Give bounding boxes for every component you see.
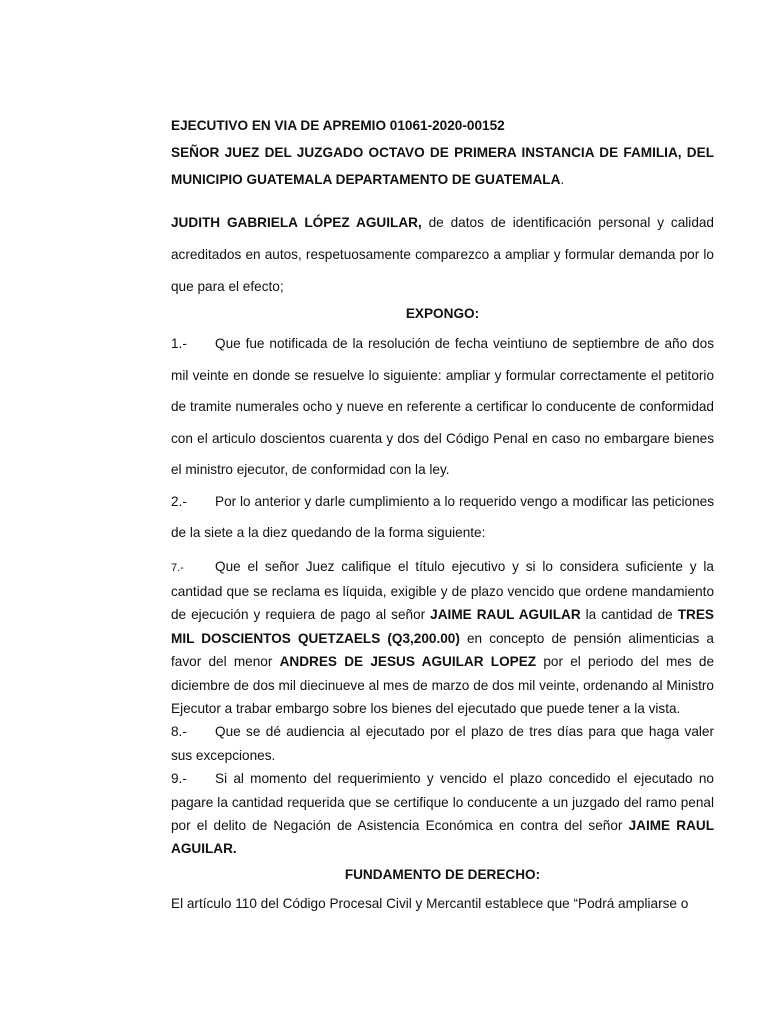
item-text: en concepto de pensión alimenticias a favor del menor <box>171 630 714 670</box>
case-title: EJECUTIVO EN VIA DE APREMIO 01061-2020-00152 <box>171 118 505 133</box>
addressee <box>171 139 714 193</box>
item-number: 9.- <box>171 771 187 787</box>
item-number: 1.- <box>171 336 187 351</box>
petitioner-name: JUDITH GABRIELA LÓPEZ AGUILAR, <box>171 215 422 230</box>
minor-name: ANDRES DE JESUS AGUILAR LOPEZ <box>279 654 537 670</box>
numbered-item-9 <box>171 767 714 861</box>
item-number: 7.- <box>171 561 184 574</box>
item-text: la cantidad de <box>580 607 678 623</box>
heading-fundamento: FUNDAMENTO DE DERECHO: <box>344 866 541 882</box>
item-text: Que fue notificada de la resolución de fecha veintiuno de septiembre de año dos mil veinte en donde se resuelve lo siguiente: ampliar y formular correctamente el petitorio de tramite numerales ocho y nueve en referente a certificar lo conducente de conformidad con el articulo doscientos cuarenta y dos del Código Penal en caso no embargare bienes el ministro ejecutor, de conformidad con la ley. <box>171 336 714 477</box>
intro-text: de datos de identificación personal y calidad acreditados en autos, respetuosamente comparezco a ampliar y formular demanda por lo que para el efecto; <box>171 215 714 294</box>
intro-paragraph <box>171 207 714 303</box>
heading-expongo: EXPONGO: <box>405 306 480 321</box>
numbered-item-8 <box>171 720 714 767</box>
legal-basis-paragraph: El artículo 110 del Código Procesal Civil y Mercantil establece que “Podrá ampliarse o <box>171 895 689 911</box>
debtor-name: JAIME RAUL AGUILAR. <box>171 817 715 857</box>
document-body <box>171 116 714 917</box>
addressee-text: SEÑOR JUEZ DEL JUZGADO OCTAVO DE PRIMERA INSTANCIA DE FAMILIA, DEL MUNICIPIO GUATEMALA DEPARTAMENTO DE GUATEMALA <box>171 145 714 187</box>
amount: TRES MIL DOSCIENTOS QUETZAELS (Q3,200.00) <box>171 607 714 646</box>
addressee-tail: . <box>560 172 565 187</box>
item-text: Que el señor Juez califique el título ejecutivo y si lo considera suficiente y la cantidad que se reclama es líquida, exigible y de plazo vencido que ordene mandamiento de ejecución y requiera de pago al señor <box>171 558 714 623</box>
numbered-item-2 <box>171 486 714 549</box>
item-number: 8.- <box>171 724 187 740</box>
item-text: Si al momento del requerimiento y vencido el plazo concedido el ejecutado no pagare la cantidad requerida que se certifique lo conducente a un juzgado del ramo penal por el delito de Negación de Asistencia Económica en contra del señor <box>171 771 714 833</box>
item-text: Por lo anterior y darle cumplimiento a lo requerido vengo a modificar las peticiones de la siete a la diez quedando de la forma siguiente: <box>171 493 714 540</box>
numbered-item-7 <box>171 555 714 721</box>
item-text: Que se dé audiencia al ejecutado por el plazo de tres días para que haga valer sus excepciones. <box>171 724 714 763</box>
numbered-item-1 <box>171 328 714 486</box>
item-number: 2.- <box>171 493 187 509</box>
item-text: por el periodo del mes de diciembre de dos mil diecinueve al mes de marzo de dos mil veinte, ordenando al Ministro Ejecutor a trabar embargo sobre los bienes del ejecutado que puede tener a la vista. <box>171 654 714 716</box>
debtor-name: JAIME RAUL AGUILAR <box>430 607 581 623</box>
